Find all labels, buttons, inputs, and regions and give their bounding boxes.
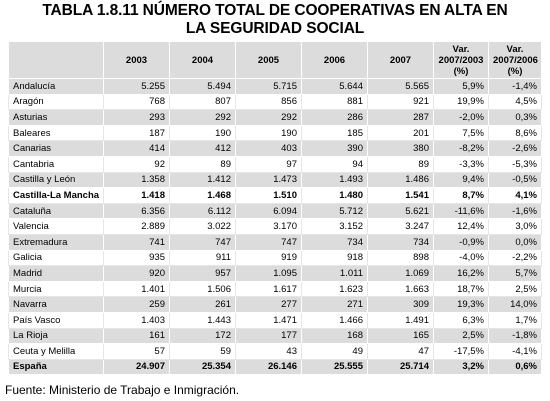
- value-cell: 5.621: [368, 203, 434, 219]
- value-cell: 1.358: [104, 172, 170, 188]
- value-cell: 57: [104, 344, 170, 360]
- value-cell: 309: [368, 297, 434, 313]
- value-cell: 2,5%: [434, 328, 489, 344]
- region-name-cell: Baleares: [9, 125, 104, 141]
- value-cell: 5.715: [236, 79, 302, 95]
- value-cell: 59: [170, 344, 236, 360]
- table-row: [9, 359, 542, 375]
- table-row: [9, 172, 542, 188]
- value-cell: 26.146: [236, 359, 302, 375]
- value-cell: 6,3%: [434, 312, 489, 328]
- column-header: [9, 42, 104, 79]
- value-cell: 5.712: [302, 203, 368, 219]
- region-name-cell: España: [9, 359, 104, 375]
- column-header: 2007: [368, 42, 434, 79]
- value-cell: 957: [170, 266, 236, 282]
- table-row: [9, 234, 542, 250]
- value-cell: 1.403: [104, 312, 170, 328]
- table-row: [9, 125, 542, 141]
- table-title: [0, 2, 550, 38]
- value-cell: 1.466: [302, 312, 368, 328]
- value-cell: 92: [104, 156, 170, 172]
- column-header: 2005: [236, 42, 302, 79]
- value-cell: 19,3%: [434, 297, 489, 313]
- value-cell: 6.356: [104, 203, 170, 219]
- value-cell: 1.468: [170, 188, 236, 204]
- value-cell: 19,9%: [434, 94, 489, 110]
- value-cell: 25.714: [368, 359, 434, 375]
- column-header: Var. 2007/2003 (%): [434, 42, 489, 79]
- table-row: [9, 250, 542, 266]
- column-header: Var. 2007/2006 (%): [489, 42, 542, 79]
- value-cell: 4,1%: [489, 188, 542, 204]
- value-cell: 921: [368, 94, 434, 110]
- value-cell: 5.644: [302, 79, 368, 95]
- value-cell: -2,0%: [434, 110, 489, 126]
- value-cell: 734: [368, 234, 434, 250]
- table-row: [9, 141, 542, 157]
- value-cell: 1.011: [302, 266, 368, 282]
- region-name-cell: Murcia: [9, 281, 104, 297]
- value-cell: 261: [170, 297, 236, 313]
- value-cell: 172: [170, 328, 236, 344]
- region-name-cell: Extremadura: [9, 234, 104, 250]
- value-cell: -0,9%: [434, 234, 489, 250]
- value-cell: -0,5%: [489, 172, 542, 188]
- value-cell: 292: [170, 110, 236, 126]
- table-row: [9, 188, 542, 204]
- region-name-cell: Madrid: [9, 266, 104, 282]
- value-cell: 1.069: [368, 266, 434, 282]
- value-cell: 292: [236, 110, 302, 126]
- value-cell: 0,0%: [489, 234, 542, 250]
- column-header: 2006: [302, 42, 368, 79]
- value-cell: -17,5%: [434, 344, 489, 360]
- value-cell: 918: [302, 250, 368, 266]
- value-cell: 414: [104, 141, 170, 157]
- value-cell: -5,3%: [489, 156, 542, 172]
- title-line-1: TABLA 1.8.11 NÚMERO TOTAL DE COOPERATIVAS EN ALTA EN: [42, 2, 508, 19]
- value-cell: 47: [368, 344, 434, 360]
- table-row: [9, 219, 542, 235]
- value-cell: 1.486: [368, 172, 434, 188]
- value-cell: 807: [170, 94, 236, 110]
- value-cell: 185: [302, 125, 368, 141]
- region-name-cell: Castilla y León: [9, 172, 104, 188]
- value-cell: 5.494: [170, 79, 236, 95]
- value-cell: 187: [104, 125, 170, 141]
- value-cell: -4,1%: [489, 344, 542, 360]
- value-cell: 919: [236, 250, 302, 266]
- value-cell: -8,2%: [434, 141, 489, 157]
- value-cell: 8,7%: [434, 188, 489, 204]
- value-cell: -11,6%: [434, 203, 489, 219]
- value-cell: 286: [302, 110, 368, 126]
- value-cell: 89: [170, 156, 236, 172]
- region-name-cell: Ceuta y Melilla: [9, 344, 104, 360]
- value-cell: 1.617: [236, 281, 302, 297]
- value-cell: 6.094: [236, 203, 302, 219]
- value-cell: 0,3%: [489, 110, 542, 126]
- cooperatives-table: [8, 41, 542, 375]
- region-name-cell: Navarra: [9, 297, 104, 313]
- table-row: [9, 312, 542, 328]
- value-cell: -3,3%: [434, 156, 489, 172]
- value-cell: 287: [368, 110, 434, 126]
- value-cell: 259: [104, 297, 170, 313]
- value-cell: 0,6%: [489, 359, 542, 375]
- value-cell: 1.443: [170, 312, 236, 328]
- value-cell: 1.663: [368, 281, 434, 297]
- value-cell: 43: [236, 344, 302, 360]
- title-line-2: LA SEGURIDAD SOCIAL: [185, 20, 365, 37]
- value-cell: 97: [236, 156, 302, 172]
- table-row: [9, 328, 542, 344]
- region-name-cell: Cataluña: [9, 203, 104, 219]
- header-row: [9, 42, 542, 79]
- value-cell: 734: [302, 234, 368, 250]
- region-name-cell: Canarias: [9, 141, 104, 157]
- value-cell: 3,2%: [434, 359, 489, 375]
- value-cell: 1.412: [170, 172, 236, 188]
- value-cell: 1.491: [368, 312, 434, 328]
- value-cell: 412: [170, 141, 236, 157]
- value-cell: 1.401: [104, 281, 170, 297]
- value-cell: 6.112: [170, 203, 236, 219]
- value-cell: 390: [302, 141, 368, 157]
- region-name-cell: Galicia: [9, 250, 104, 266]
- value-cell: 293: [104, 110, 170, 126]
- region-name-cell: Cantabria: [9, 156, 104, 172]
- value-cell: 898: [368, 250, 434, 266]
- region-name-cell: Aragón: [9, 94, 104, 110]
- value-cell: 7,5%: [434, 125, 489, 141]
- value-cell: 3.170: [236, 219, 302, 235]
- table-body: [9, 79, 542, 375]
- value-cell: 3.022: [170, 219, 236, 235]
- value-cell: 1.493: [302, 172, 368, 188]
- value-cell: 271: [302, 297, 368, 313]
- value-cell: 3.247: [368, 219, 434, 235]
- value-cell: 8,6%: [489, 125, 542, 141]
- table-row: [9, 94, 542, 110]
- value-cell: 12,4%: [434, 219, 489, 235]
- value-cell: 161: [104, 328, 170, 344]
- region-name-cell: Asturias: [9, 110, 104, 126]
- value-cell: 18,7%: [434, 281, 489, 297]
- region-name-cell: Valencia: [9, 219, 104, 235]
- region-name-cell: La Rioja: [9, 328, 104, 344]
- value-cell: 49: [302, 344, 368, 360]
- value-cell: 9,4%: [434, 172, 489, 188]
- value-cell: -1,6%: [489, 203, 542, 219]
- value-cell: 935: [104, 250, 170, 266]
- value-cell: 190: [170, 125, 236, 141]
- column-header: 2004: [170, 42, 236, 79]
- value-cell: 5.255: [104, 79, 170, 95]
- value-cell: 201: [368, 125, 434, 141]
- value-cell: 5,7%: [489, 266, 542, 282]
- region-name-cell: Castilla-La Mancha: [9, 188, 104, 204]
- value-cell: 768: [104, 94, 170, 110]
- value-cell: 24.907: [104, 359, 170, 375]
- value-cell: 177: [236, 328, 302, 344]
- value-cell: -4,0%: [434, 250, 489, 266]
- value-cell: 1.480: [302, 188, 368, 204]
- value-cell: 16,2%: [434, 266, 489, 282]
- value-cell: 1.506: [170, 281, 236, 297]
- value-cell: 2.889: [104, 219, 170, 235]
- value-cell: 25.354: [170, 359, 236, 375]
- value-cell: -1,8%: [489, 328, 542, 344]
- value-cell: 2,5%: [489, 281, 542, 297]
- table-row: [9, 297, 542, 313]
- value-cell: 277: [236, 297, 302, 313]
- value-cell: 403: [236, 141, 302, 157]
- value-cell: 14,0%: [489, 297, 542, 313]
- table-row: [9, 266, 542, 282]
- value-cell: 3.152: [302, 219, 368, 235]
- value-cell: 168: [302, 328, 368, 344]
- value-cell: 911: [170, 250, 236, 266]
- value-cell: 94: [302, 156, 368, 172]
- value-cell: 380: [368, 141, 434, 157]
- value-cell: 165: [368, 328, 434, 344]
- value-cell: 1.541: [368, 188, 434, 204]
- value-cell: 89: [368, 156, 434, 172]
- table-row: [9, 344, 542, 360]
- value-cell: 747: [236, 234, 302, 250]
- source-note: Fuente: Ministerio de Trabajo e Inmigración.: [5, 383, 240, 397]
- value-cell: 920: [104, 266, 170, 282]
- column-header: 2003: [104, 42, 170, 79]
- value-cell: 881: [302, 94, 368, 110]
- value-cell: 25.555: [302, 359, 368, 375]
- table-row: [9, 156, 542, 172]
- table-row: [9, 203, 542, 219]
- value-cell: 1.471: [236, 312, 302, 328]
- value-cell: -2,6%: [489, 141, 542, 157]
- value-cell: 4,5%: [489, 94, 542, 110]
- table-row: [9, 110, 542, 126]
- region-name-cell: País Vasco: [9, 312, 104, 328]
- value-cell: 1,7%: [489, 312, 542, 328]
- table-row: [9, 281, 542, 297]
- value-cell: 5.565: [368, 79, 434, 95]
- value-cell: 190: [236, 125, 302, 141]
- value-cell: 856: [236, 94, 302, 110]
- value-cell: -1,4%: [489, 79, 542, 95]
- value-cell: 5,9%: [434, 79, 489, 95]
- region-name-cell: Andalucía: [9, 79, 104, 95]
- value-cell: 1.473: [236, 172, 302, 188]
- value-cell: 1.623: [302, 281, 368, 297]
- value-cell: 741: [104, 234, 170, 250]
- table-row: [9, 79, 542, 95]
- value-cell: -2,2%: [489, 250, 542, 266]
- value-cell: 1.418: [104, 188, 170, 204]
- value-cell: 1.095: [236, 266, 302, 282]
- value-cell: 3,0%: [489, 219, 542, 235]
- value-cell: 1.510: [236, 188, 302, 204]
- value-cell: 747: [170, 234, 236, 250]
